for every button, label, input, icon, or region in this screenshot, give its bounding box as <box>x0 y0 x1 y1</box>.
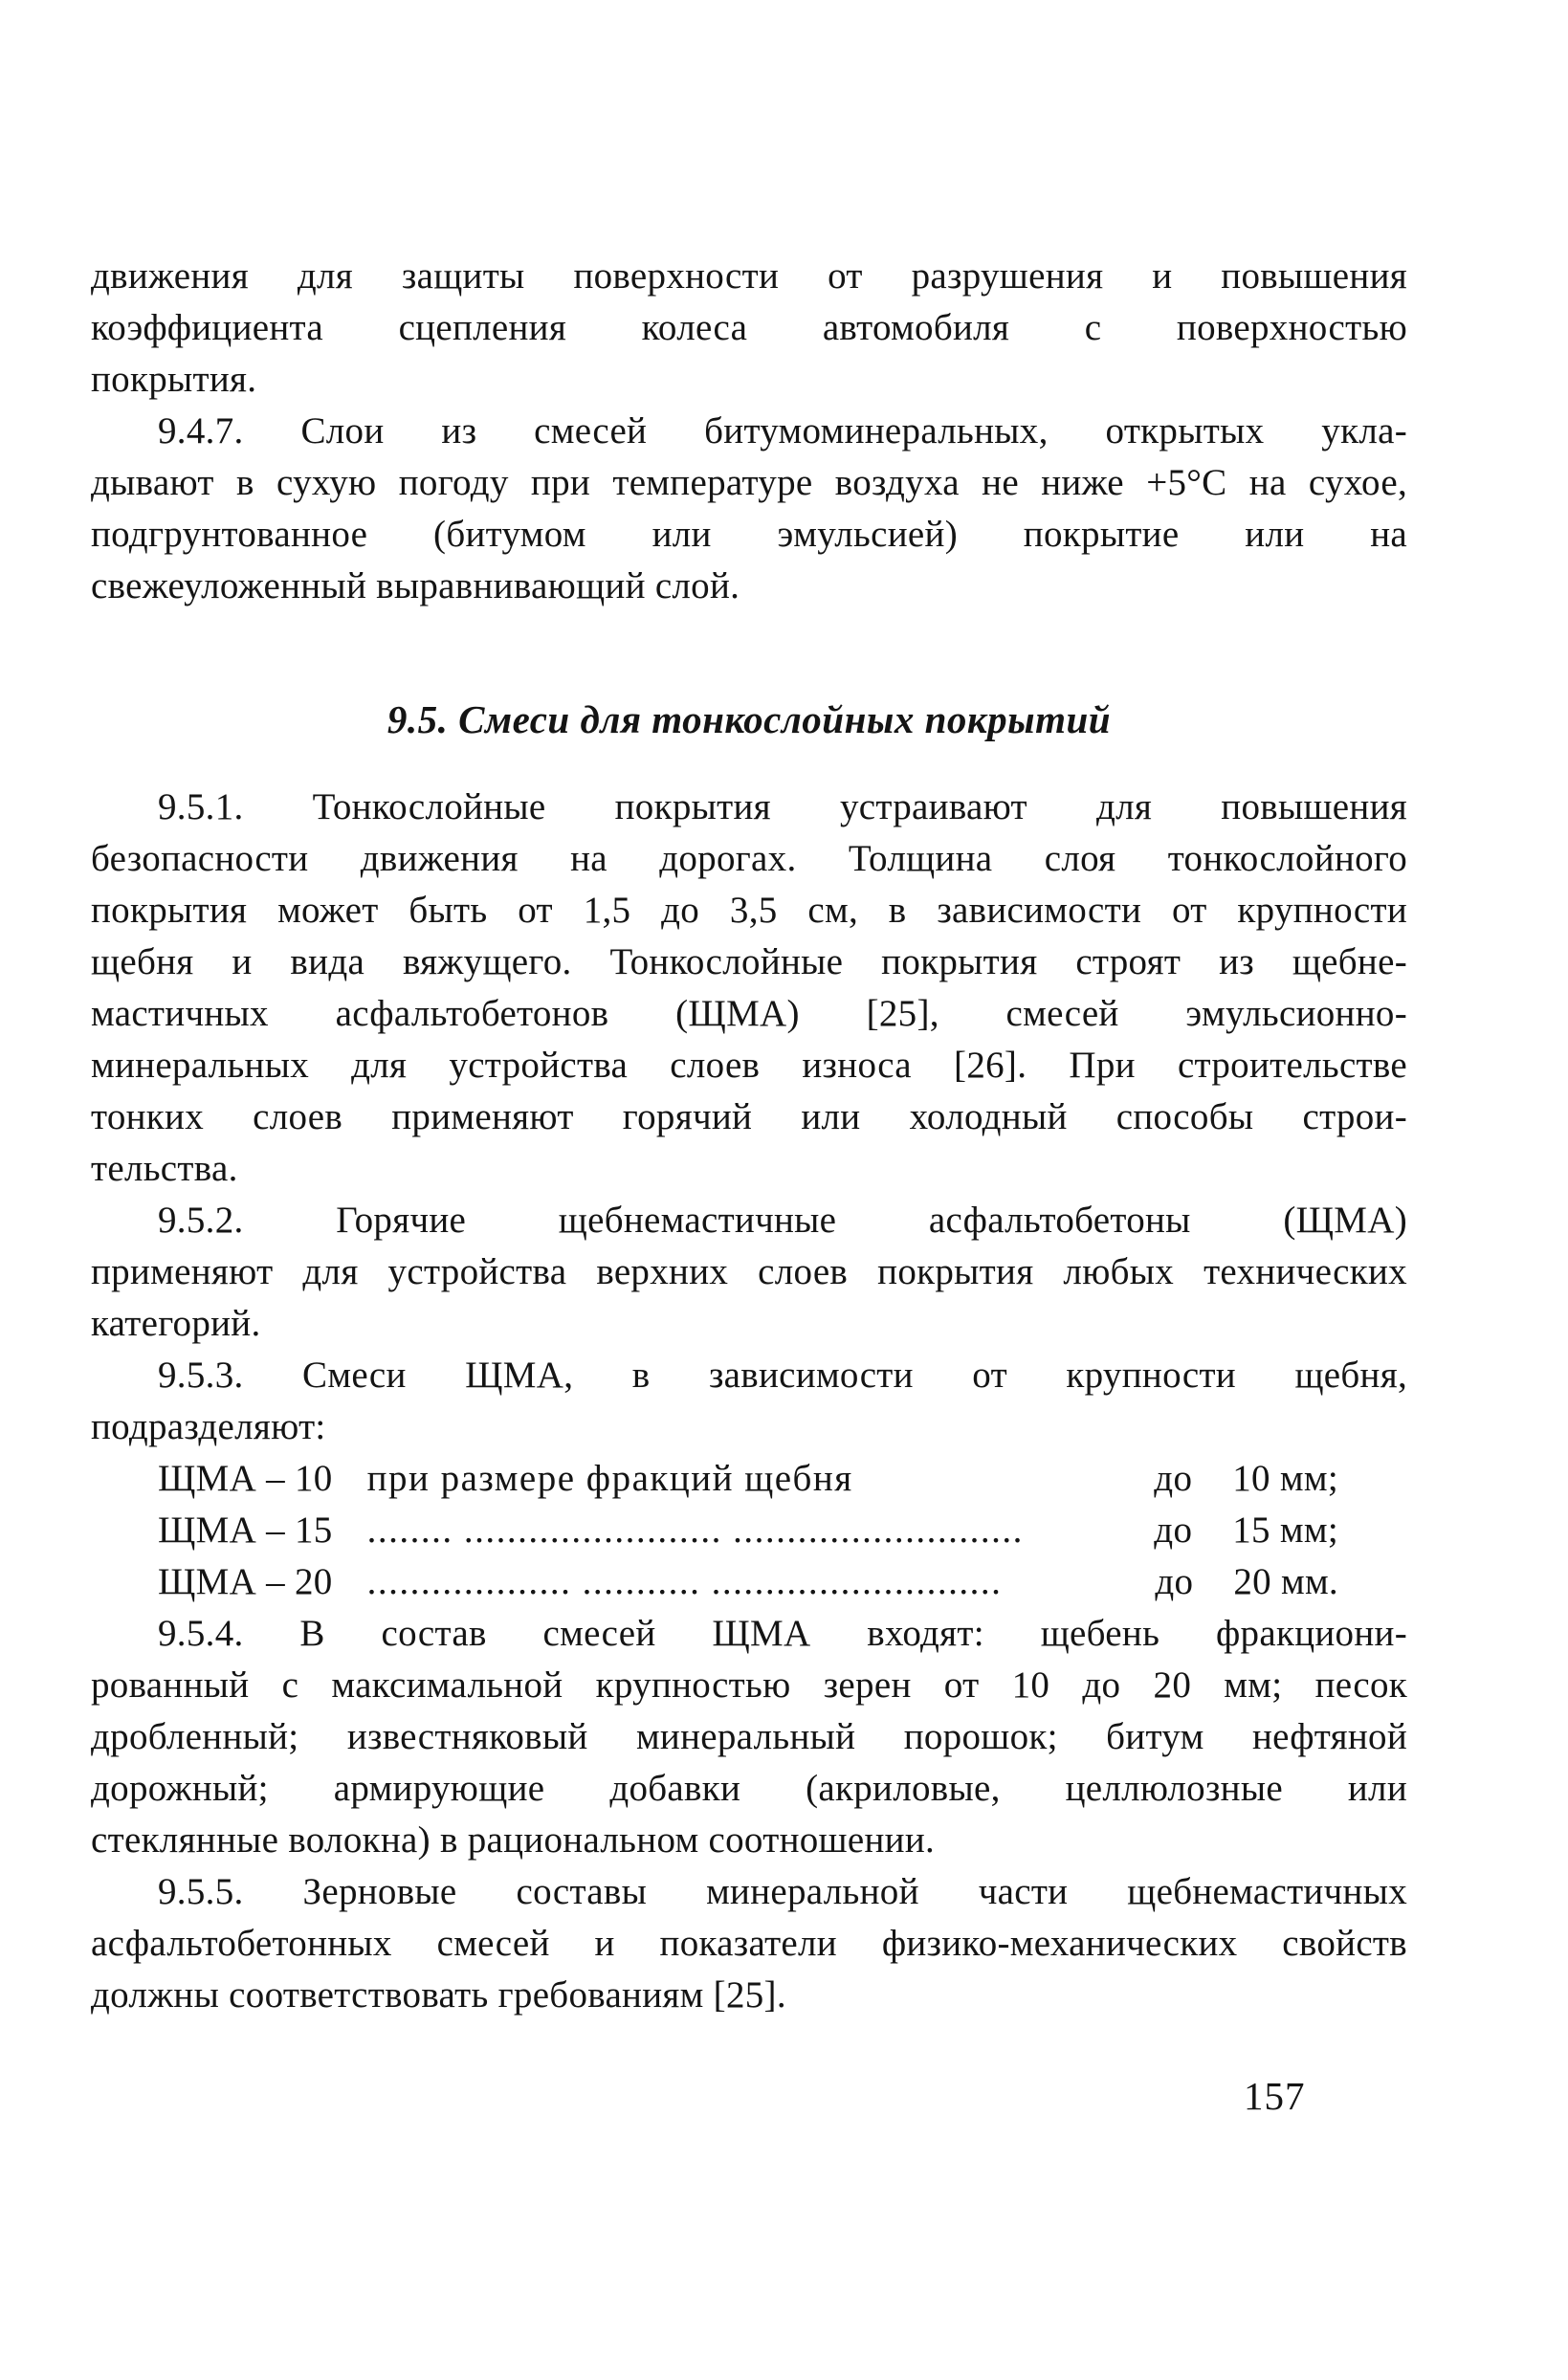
text-line: 9.5.2. Горячие щебнемастичные асфальтобетоны (ЩМА) <box>158 1200 1407 1241</box>
text-line: асфальтобетонных смесей и показатели физико-механических свойств <box>91 1923 1407 1964</box>
text-line: подгрунтованное (битумом или эмульсией) покрытие или на <box>91 514 1407 555</box>
text-line: 9.5.4. В состав смесей ЩМА входят: щебень фракциони- <box>158 1613 1407 1654</box>
text-line: дывают в сухую погоду при температуре воздуха не ниже +5°С на сухое, <box>91 462 1407 503</box>
shma-label: ЩМА – 10 <box>158 1458 333 1499</box>
paragraph-9-5-4-and-9-5-5 <box>91 1608 1407 2021</box>
text-line: щебня и вида вяжущего. Тонкослойные покрытия строят из щебне- <box>91 941 1407 982</box>
paragraph-9-5-3 <box>91 1350 1407 1453</box>
text-block <box>91 251 1407 2021</box>
shma-size-list <box>91 1453 1407 1608</box>
text-line: покрытия может быть от 1,5 до 3,5 см, в зависимости от крупности <box>91 890 1407 931</box>
text-line: должны соответствовать гребованиям [25]. <box>91 1974 786 2016</box>
text-line: минеральных для устройства слоев износа [26]. При строительстве <box>91 1045 1407 1086</box>
shma-size-value: 10 мм; <box>1232 1458 1338 1499</box>
text-line: 9.5.3. Смеси ЩМА, в зависимости от крупности щебня, <box>158 1355 1407 1396</box>
text-line: коэффициента сцепления колеса автомобиля с поверхностью <box>91 307 1407 348</box>
section-heading-9-5: 9.5. Смеси для тонкослойных покрытий <box>386 697 1112 741</box>
page-number: 157 <box>1244 2074 1306 2118</box>
text-line: подразделяют: <box>91 1406 326 1447</box>
text-line: движения для защиты поверхности от разрушения и повышения <box>91 255 1407 297</box>
paragraph-9-5-1 <box>91 782 1407 1195</box>
text-line: тонких слоев применяют горячий или холодный способы строи- <box>91 1096 1407 1137</box>
dot-leader: ................... ........... ........................... <box>366 1561 1003 1602</box>
text-line: дорожный; армирующие добавки (акриловые, целлюлозные или <box>91 1768 1407 1809</box>
shma-label: ЩМА – 20 <box>158 1561 333 1602</box>
text-line: тельства. <box>91 1148 238 1189</box>
dot-leader: ........ ........................ ........................... <box>366 1510 1024 1551</box>
shma-row-20 <box>91 1556 1338 1608</box>
shma-row-15 <box>91 1505 1338 1556</box>
text-line: применяют для устройства верхних слоев покрытия любых технических <box>91 1251 1407 1292</box>
shma-label: ЩМА – 15 <box>158 1510 333 1551</box>
text-line: свежеуложенный выравнивающий слой. <box>91 565 740 606</box>
shma-size-value: 20 мм. <box>1233 1561 1338 1602</box>
shma-do: до <box>1154 1458 1193 1499</box>
shma-do: до <box>1154 1510 1193 1551</box>
text-line: дробленный; известняковый минеральный порошок; битум нефтяной <box>91 1716 1407 1757</box>
shma-description: при размере фракций щебня <box>366 1458 853 1499</box>
shma-row-10 <box>91 1453 1338 1505</box>
paragraph-9-4-7 <box>91 406 1407 612</box>
text-line: 9.4.7. Слои из смесей битумоминеральных, открытых укла- <box>158 410 1407 452</box>
shma-size-value: 15 мм; <box>1232 1510 1338 1551</box>
text-line: рованный с максимальной крупностью зерен от 10 до 20 мм; песок <box>91 1664 1407 1706</box>
text-line: 9.5.5. Зерновые составы минеральной части щебнемастичных <box>158 1871 1407 1912</box>
text-line: стеклянные волокна) в рациональном соотношении. <box>91 1819 936 1861</box>
text-line: категорий. <box>91 1303 261 1344</box>
text-line: 9.5.1. Тонкослойные покрытия устраивают для повышения <box>158 786 1407 827</box>
paragraph-intro <box>91 251 1407 406</box>
text-line: покрытия. <box>91 359 257 400</box>
paragraph-9-5-2 <box>91 1195 1407 1350</box>
shma-do: до <box>1155 1561 1194 1602</box>
text-line: безопасности движения на дорогах. Толщина слоя тонкослойного <box>91 838 1407 879</box>
text-line: мастичных асфальтобетонов (ЩМА) [25], смесей эмульсионно- <box>91 993 1407 1034</box>
